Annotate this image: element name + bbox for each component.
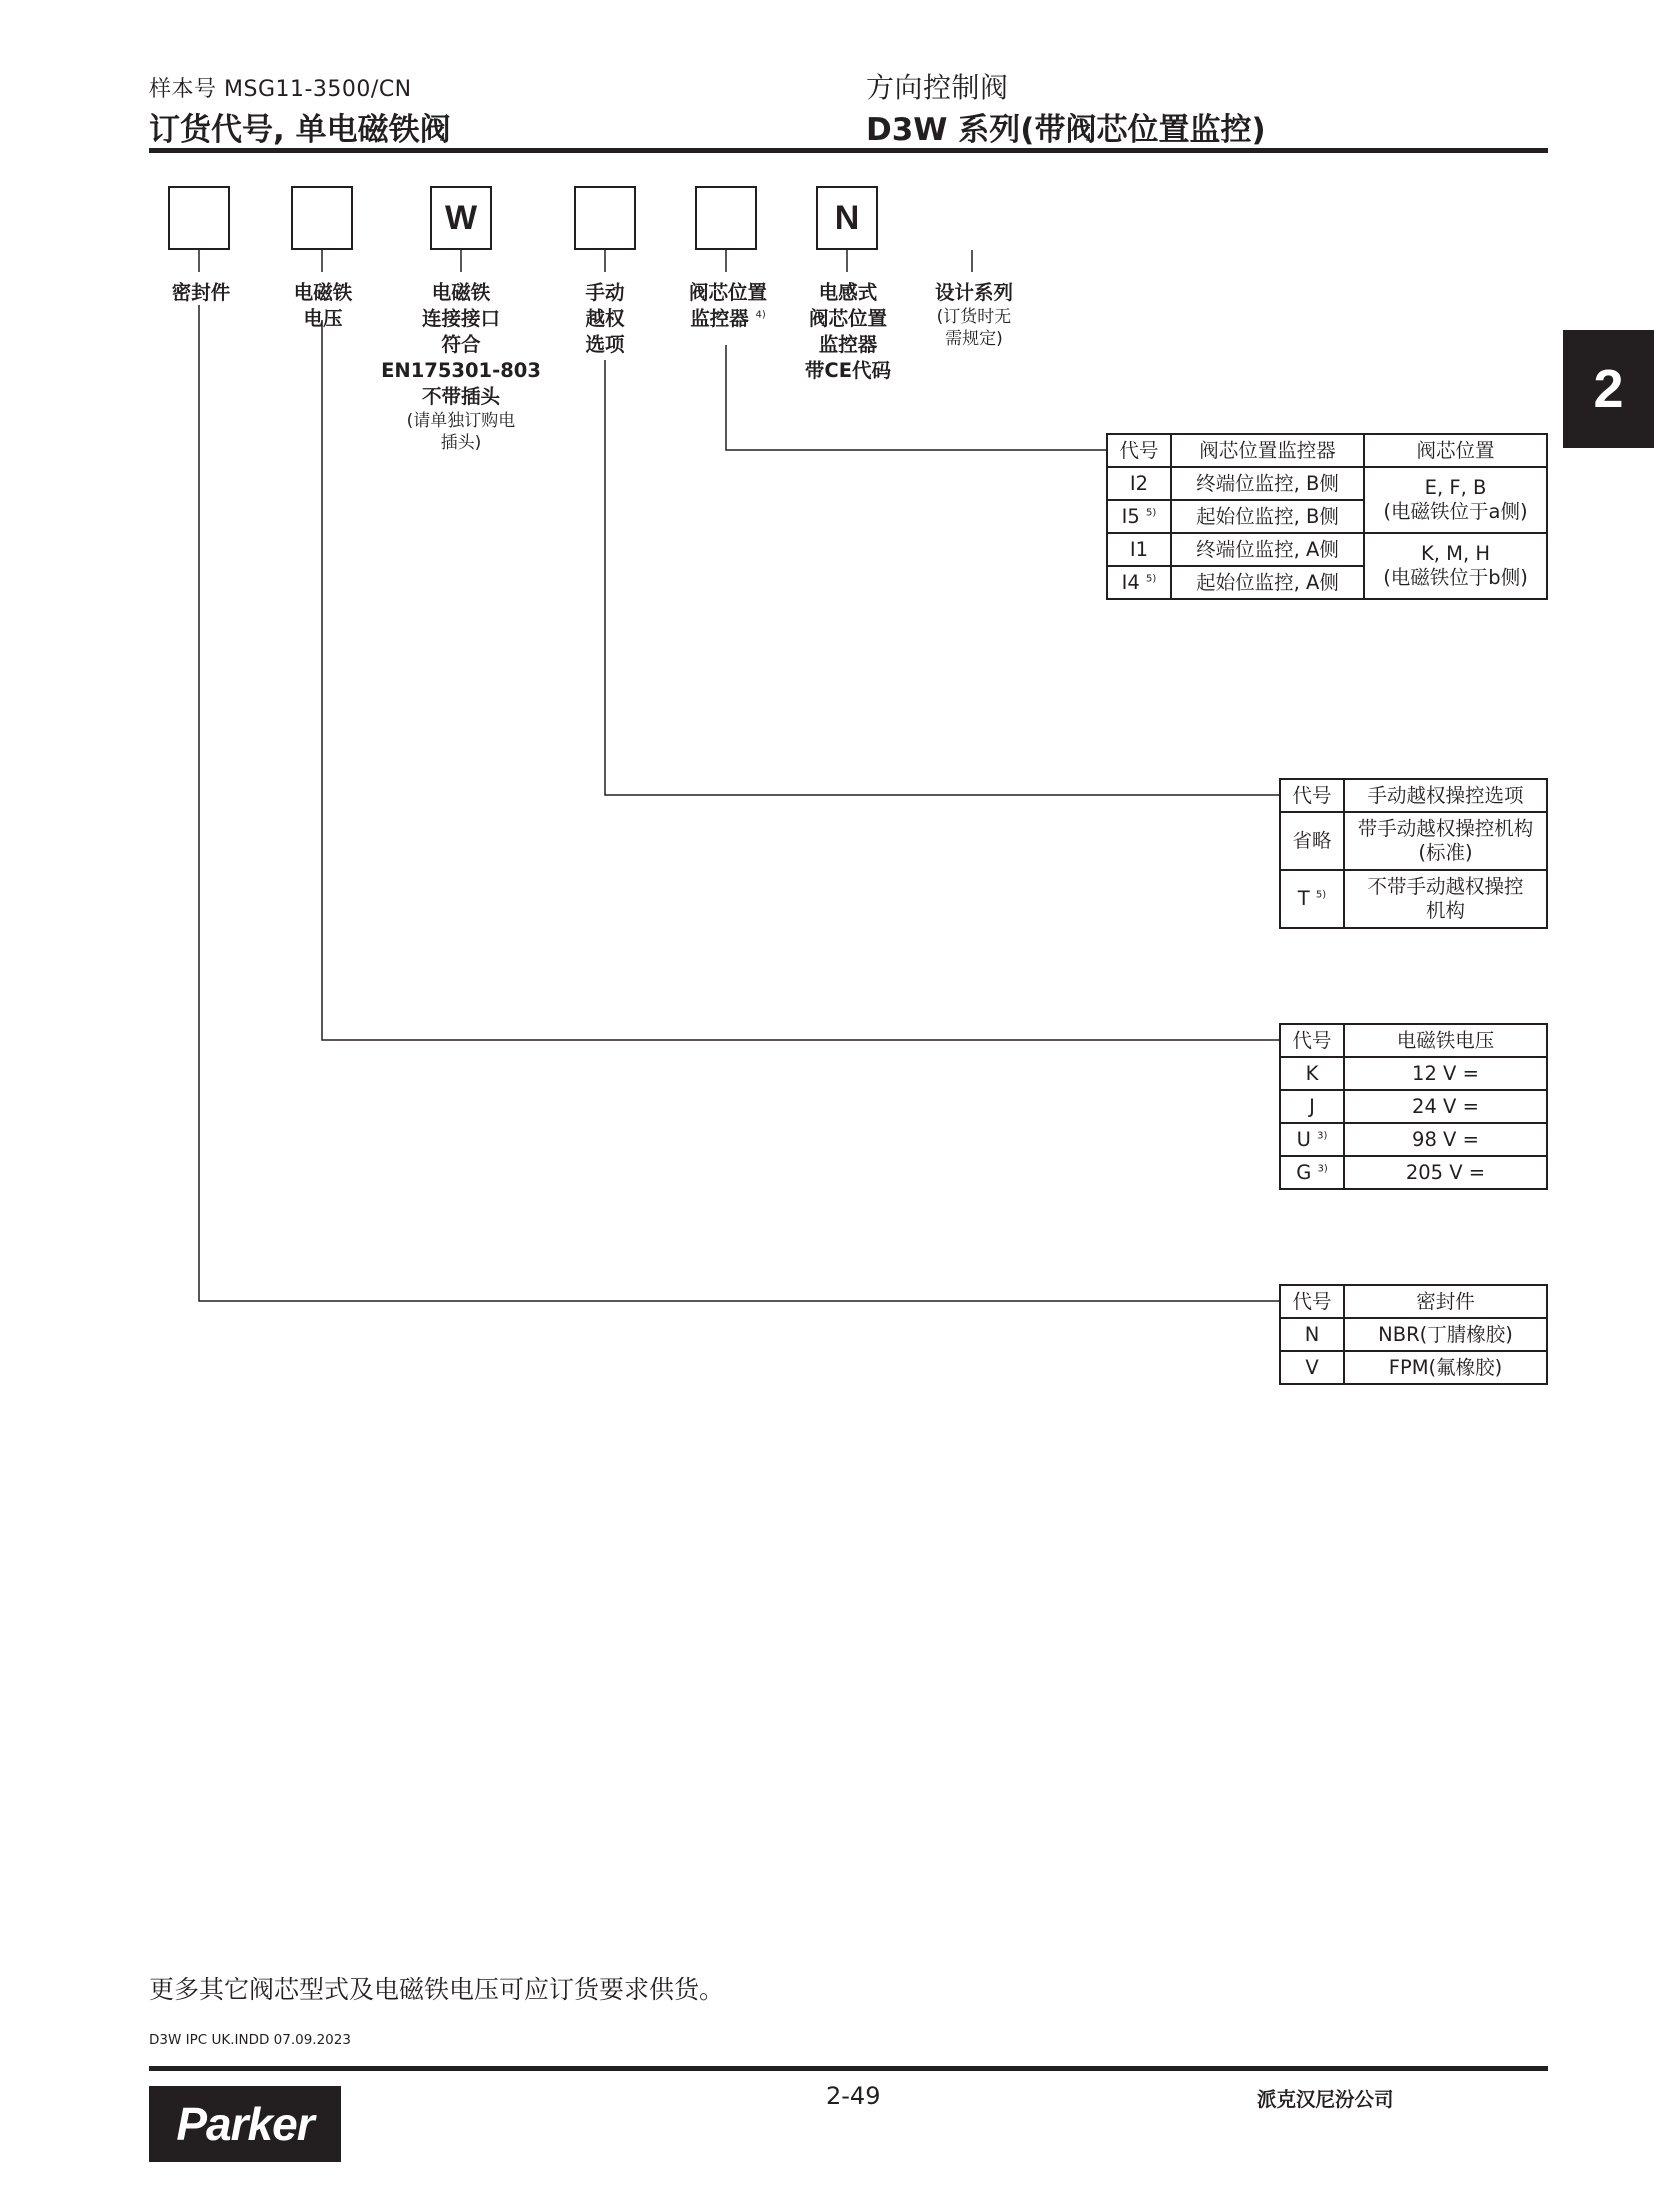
page-number: 2-49 bbox=[826, 2082, 881, 2110]
seal-table bbox=[1279, 1284, 1548, 1385]
table-row: J 24 V = bbox=[1280, 1090, 1547, 1123]
label-inductive-monitor: 电感式 阀芯位置 监控器 带CE代码 bbox=[804, 281, 892, 382]
table-row: I1 终端位监控, A侧 K, M, H (电磁铁位于b侧) bbox=[1107, 533, 1547, 566]
table-row: 省略 带手动越权操控机构 (标准) bbox=[1280, 812, 1547, 870]
table-header: 代号 bbox=[1280, 1024, 1344, 1057]
table-header: 电磁铁电压 bbox=[1344, 1024, 1547, 1057]
table-header: 代号 bbox=[1280, 779, 1344, 812]
table-row: I4 $^{5)}$ 起始位监控, A侧 bbox=[1107, 566, 1547, 599]
spool-position-b: K, M, H (电磁铁位于b侧) bbox=[1364, 533, 1547, 599]
parker-logo: Parker bbox=[149, 2086, 341, 2162]
table-header: 手动越权操控选项 bbox=[1344, 779, 1547, 812]
label-spool-monitor: 阀芯位置 监控器 $^{4)}$ bbox=[688, 281, 767, 330]
table-header: 代号 bbox=[1280, 1285, 1344, 1318]
page-title-right: D3W 系列(带阀芯位置监控) bbox=[866, 112, 1266, 148]
spool-monitor-table bbox=[1106, 433, 1548, 600]
code-box-connector: W bbox=[430, 186, 492, 250]
catalog-number: 样本号 MSG11-3500/CN bbox=[149, 77, 412, 102]
label-manual-override: 手动 越权 选项 bbox=[585, 281, 625, 356]
table-header: 阀芯位置 bbox=[1364, 434, 1547, 467]
footnote-text: 更多其它阀芯型式及电磁铁电压可应订货要求供货。 bbox=[149, 1975, 725, 2004]
table-row: T $^{5)}$ 不带手动越权操控 机构 bbox=[1280, 870, 1547, 928]
table-row: U $^{3)}$ 98 V = bbox=[1280, 1123, 1547, 1156]
table-row: K 12 V = bbox=[1280, 1057, 1547, 1090]
label-connector: 电磁铁 连接接口 符合 EN175301-803 不带插头 (请单独订购电 插头) bbox=[381, 281, 541, 453]
table-header: 密封件 bbox=[1344, 1285, 1547, 1318]
footer-rule bbox=[149, 2066, 1548, 2071]
file-info: D3W IPC UK.INDD 07.09.2023 bbox=[149, 2032, 351, 2048]
spool-position-a: E, F, B (电磁铁位于a侧) bbox=[1364, 467, 1547, 533]
table-header: 代号 bbox=[1107, 434, 1171, 467]
table-row: G $^{3)}$ 205 V = bbox=[1280, 1156, 1547, 1189]
table-header: 阀芯位置监控器 bbox=[1171, 434, 1364, 467]
label-seal: 密封件 bbox=[171, 281, 231, 304]
solenoid-voltage-table bbox=[1279, 1023, 1548, 1190]
table-row: I2 终端位监控, B侧 E, F, B (电磁铁位于a侧) bbox=[1107, 467, 1547, 500]
page-title-left: 订货代号, 单电磁铁阀 bbox=[149, 112, 451, 148]
table-row: V FPM(氟橡胶) bbox=[1280, 1351, 1547, 1384]
code-box-inductive: N bbox=[816, 186, 878, 250]
page-subtitle-right: 方向控制阀 bbox=[866, 71, 1009, 104]
section-tab: 2 bbox=[1563, 330, 1654, 448]
table-row: I5 $^{5)}$ 起始位监控, B侧 bbox=[1107, 500, 1547, 533]
table-row: N NBR(丁腈橡胶) bbox=[1280, 1318, 1547, 1351]
label-design-series: 设计系列 (订货时无 需规定) bbox=[934, 281, 1013, 349]
manual-override-table bbox=[1279, 778, 1548, 929]
label-voltage: 电磁铁 电压 bbox=[293, 281, 353, 330]
company-name: 派克汉尼汾公司 bbox=[1257, 2088, 1394, 2111]
